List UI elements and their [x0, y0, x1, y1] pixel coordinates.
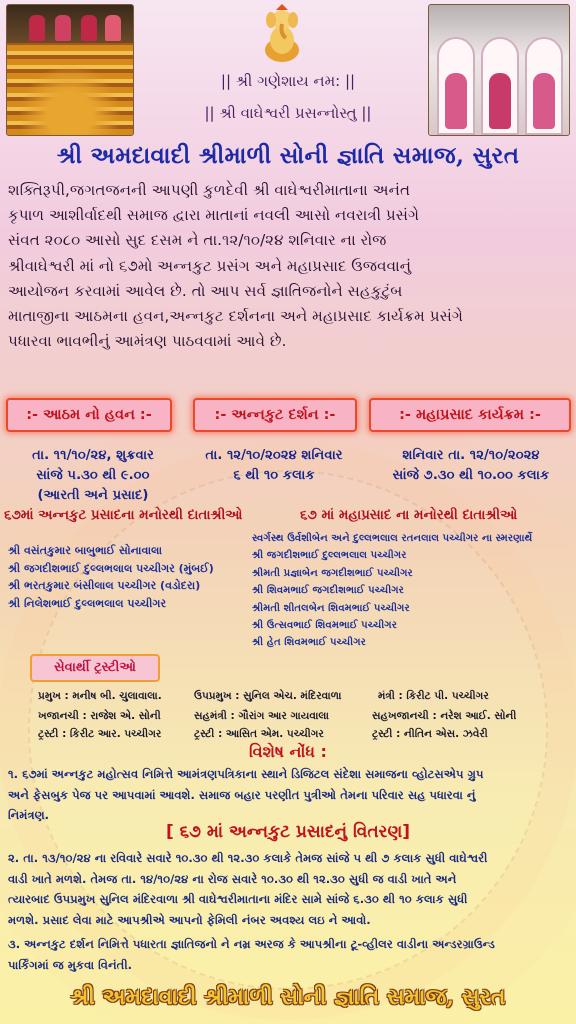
list-item: શ્રી જગદીશભાઈ દુલ્લભલાલ પચ્ચીગર (મુંબઈ) — [8, 561, 214, 575]
trustee-joint-secretary: સહમંત્રી : ગૌરાંગ આર ગાયવાલા — [194, 710, 329, 722]
trustee-member: ટ્રસ્ટી : નીતિન એસ. ઝવેરી — [372, 728, 488, 740]
list-item: શ્રી ભરતકુમાર બંસીલાલ પચ્ચીગર (વડોદરા) — [8, 579, 201, 593]
note-1 — [8, 764, 570, 826]
note-line: ૨. તા. ૧૩/૧૦/૨૪ ના રવિવારે સવારે ૧૦.૩૦ થી ૧૨.૩૦ કલાકે તેમજ સાંજે ૫ થી ૭ કલાક સુધી વાઘેશ્વરી — [8, 851, 488, 865]
trustee-president: પ્રમુખ : મનીષ બી. ચુલાવાલા. — [38, 690, 162, 702]
intro-line: પધારવા ભાવભીનું આમંત્રણ પાઠવવામાં આવે છે. — [8, 332, 287, 351]
intro-line: શક્તિરૂપી,જગતજનની આપણી કુળદેવી શ્રી વાઘેશ્વરીમાતાના અનંત — [8, 181, 411, 199]
list-item: શ્રી ઉત્સવભાઈ શિવમભાઈ પચ્ચીગર — [252, 620, 397, 632]
invitation-paragraph — [8, 178, 568, 354]
note-line: અને ફેસબુક પેજ પર આપવામાં આવશે. સમાજ બહાર પરણીત પુત્રીઓ તેમના પરિવાર સહ પધારવા નું — [8, 787, 476, 802]
event-annakut-details — [176, 446, 372, 486]
shlok-vagheshwari: || શ્રી વાઘેશ્વરી પ્રસન્નોસ્તુ || — [204, 104, 372, 122]
shlok-ganesh: || શ્રી ગણેશાય નમ: || — [220, 72, 356, 90]
event-line: (આરતી અને પ્રસાદ) — [37, 488, 149, 503]
note-line: પાર્કિંગમાં જ મુકવા વિનંતી. — [8, 957, 133, 972]
note-line: વાડી ખાતે મળશે. તેમજ તા. ૧૪/૧૦/૨૪ ના રોજ સવારે ૧૦.૩૦ થી ૧૨.૩૦ સુધી જ વાડી ખાતે અને — [8, 871, 457, 886]
annakut-donors-heading: ૬૭માં અન્નકુટ પ્રસાદના મનોરથી દાતાશ્રીઓ — [4, 508, 243, 523]
intro-line: આયોજન કરવામાં આવેલ છે. તો આપ સર્વ જ્ઞાતિજનોને સહકુટુંબ — [8, 281, 403, 300]
intro-line: શ્રીવાઘેશ્વરી માં નો ૬૭મો અન્નકુટ પ્રસંગ અને મહાપ્રસાદ ઉજવવાનું — [8, 256, 412, 275]
trustee-vice-president: ઉપપ્રમુખ : સુનિલ એચ. મંદિરવાળા — [194, 690, 342, 702]
list-item: શ્રી વસંતકુમાર બાબુભાઈ સોનાવાલા — [8, 544, 163, 557]
list-item: શ્રી જગદીશભાઈ દુલ્લભલાલ પચ્ચીગર — [252, 550, 407, 562]
note-line: ત્યારબાદ ઉપપ્રમુખ સુનિલ મંદિરવાળા શ્રી વાઘેશ્વરીમાતાના મંદિર સામે સાંજે ૬.૩૦ થી ૧૦ કલાક સુધી — [8, 892, 468, 907]
annakut-donors-list — [8, 542, 214, 612]
list-item: સ્વર્ગસ્થ ઉર્વશીબેન અને દુલ્લભલાલ રતનલાલ પચ્ચીગર ના સ્મરણાર્થે — [252, 533, 533, 544]
event-havan-label: :- આઠમ નો હવન :- — [6, 398, 172, 432]
intro-line: માતાજીના આઠમના હવન,અન્નકુટ દર્શનના અને મહાપ્રસાદ કાર્યક્રમ પ્રસંગે — [8, 307, 463, 326]
event-line: શનિવાર તા. ૧૨/૧૦/૨૦૨૪ — [402, 448, 540, 463]
special-note-heading: વિશેષ નોંધ : — [249, 742, 327, 761]
note-line: નિમંત્રણ. — [8, 808, 50, 823]
note-line: મળશે. પ્રસાદ લેવા માટે આપશ્રીએ આપનો ફેમિલી નંબર અવશ્ય લઇ ને આવો. — [8, 912, 371, 927]
trustee-treasurer: ખજાનચી : રાજેશ એ. સોની — [38, 710, 161, 722]
prasad-distribution-heading: [ ૬૭ માં અન્નકુટ પ્રસાદનું વિતરણ] — [165, 822, 411, 842]
event-line: સાંજે ૫.૩૦ થી ૯.૦૦ — [36, 468, 150, 483]
event-mahaprasad-label: :- મહાપ્રસાદ કાર્યક્રમ :- — [369, 398, 571, 432]
page-title: શ્રી અમદાવાદી શ્રીમાળી સોની જ્ઞાતિ સમાજ, સુરત — [56, 142, 520, 169]
event-mahaprasad-details — [368, 446, 574, 486]
ganesha-icon — [262, 4, 302, 64]
intro-line: સંવત ૨૦૮૦ આસો સુદ દસમ ને તા.૧૨/૧૦/૨૪ શનિવાર ના રોજ — [8, 231, 387, 250]
event-line: તા. ૧૨/૧૦/૨૦૨૪ શનિવાર — [205, 448, 343, 463]
list-item: શ્રી શિવમભાઈ જગદીશભાઈ પચ્ચીગર — [252, 585, 404, 597]
mahaprasad-donors-heading: ૬૭ માં મહાપ્રસાદ ના મનોરથી દાતાશ્રીઓ — [300, 508, 518, 523]
intro-line: કૃપાળ આશીર્વાદથી સમાજ દ્વારા માતાનાં નવલી આસો નવરાત્રી પ્રસંગે — [8, 206, 420, 225]
footer-title: શ્રી અમદાવાદી શ્રીમાળી સોની જ્ઞાતિ સમાજ, સુરત — [70, 984, 506, 1010]
event-annakut-darshan-label: :- અન્નકુટ દર્શન :- — [193, 398, 357, 432]
list-item: શ્રી હેત શિવમભાઈ પચ્ચીગર — [252, 637, 366, 649]
note-3 — [8, 934, 570, 975]
note-2 — [8, 848, 570, 930]
trustee-member: ટ્રસ્ટી : કિરીટ આર. પચ્ચીગર — [38, 728, 162, 740]
event-line: ૬ થી ૧૦ કલાક — [233, 468, 315, 483]
trustees-heading: સેવાર્થી ટ્રસ્ટીઓ — [30, 654, 160, 682]
trustee-member: ટ્રસ્ટી : આસિત એમ. પચ્ચીગર — [194, 728, 324, 740]
list-item: શ્રીમતી શીતલબેન શિવમભાઈ પચ્ચીગર — [252, 602, 410, 614]
mahaprasad-donors-list — [252, 530, 532, 652]
list-item: શ્રી નિલેશભાઈ દુલ્લભલાલ પચ્ચીગર — [8, 596, 167, 610]
event-havan-details — [0, 446, 186, 506]
note-line: ૩. અન્નકુટ દર્શન નિમિત્તે પધારતા જ્ઞાતિજનો ને નમ્ર અરજ કે આપશ્રીના ટૂ-વ્હીલર વાડીના અન્ડરગ્રાઉન્ડ — [8, 937, 495, 951]
list-item: શ્રીમતી પ્રજ્ઞાબેન જગદીશભાઈ પચ્ચીગર — [252, 567, 413, 579]
note-line: ૧. ૬૭માં અન્નકુટ મહોત્સવ નિમિત્તે આમંત્રણપત્રિકાના સ્થાને ડિજિટલ સંદેશા સમાજના વ્હોટસએપ ગ્રુપ — [8, 767, 484, 781]
trustee-secretary: મંત્રી : કિરીટ પી. પચ્ચીગર — [378, 690, 489, 702]
event-line: તા. ૧૧/૧૦/૨૪, શુક્રવાર — [32, 448, 154, 463]
event-line: સાંજે ૭.૩૦ થી ૧૦.૦૦ કલાક — [392, 468, 550, 483]
trustee-joint-treasurer: સહખજાનચી : નરેશ આઈ. સોની — [372, 710, 517, 722]
